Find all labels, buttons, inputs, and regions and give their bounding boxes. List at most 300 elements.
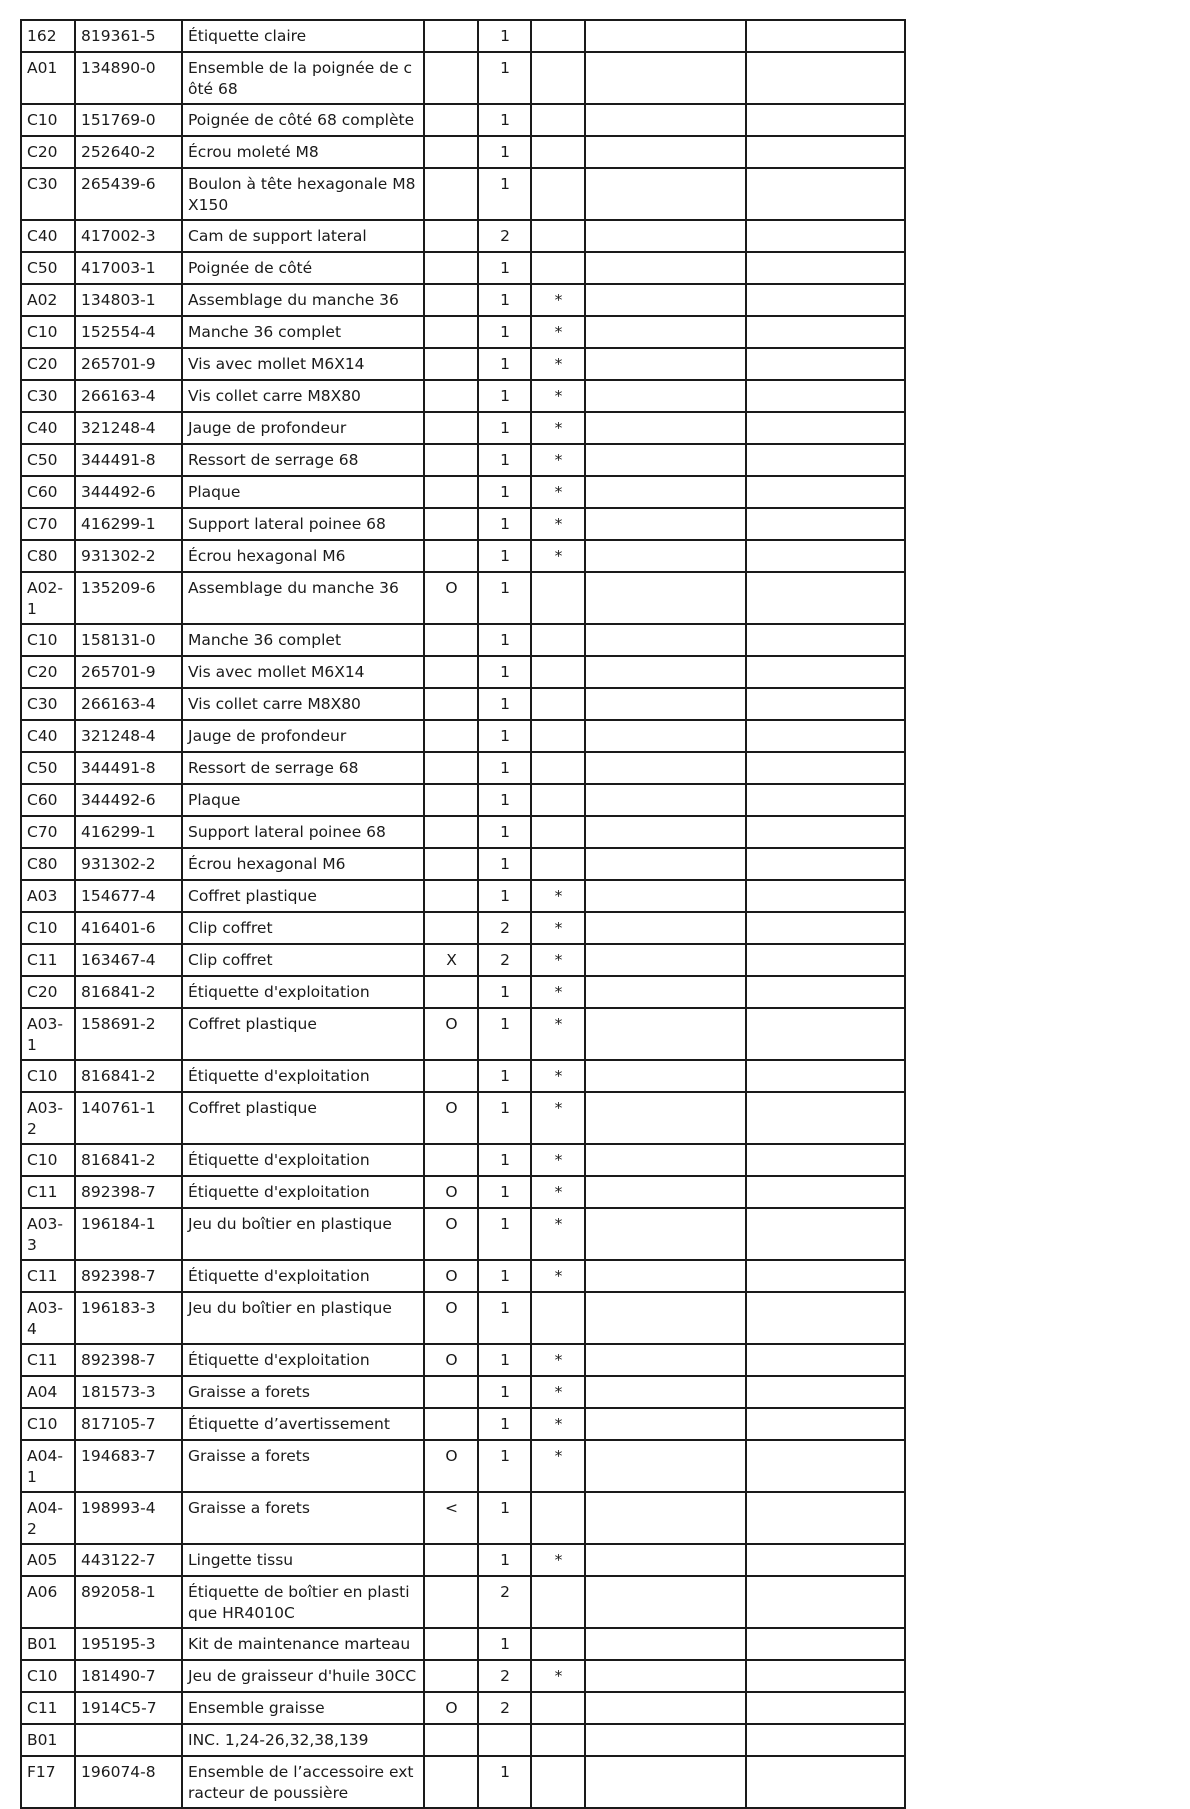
item-number-cell: C10 [21, 1660, 75, 1692]
blank-cell [746, 752, 905, 784]
table-row [21, 1092, 905, 1144]
blank-cell [585, 624, 746, 656]
part-number-cell: 416299-1 [75, 816, 182, 848]
flag-cell: * [531, 1144, 585, 1176]
table-row [21, 720, 905, 752]
description-cell: Jauge de profondeur [182, 412, 424, 444]
note-cell [424, 784, 478, 816]
note-cell: O [424, 1440, 478, 1492]
note-cell [424, 476, 478, 508]
blank-cell [746, 1660, 905, 1692]
item-number-cell: C10 [21, 104, 75, 136]
table-row [21, 1260, 905, 1292]
quantity-cell: 1 [478, 348, 531, 380]
quantity-cell: 1 [478, 1176, 531, 1208]
description-cell: Étiquette d'exploitation [182, 1060, 424, 1092]
flag-cell: * [531, 508, 585, 540]
blank-cell [746, 1176, 905, 1208]
blank-cell [585, 168, 746, 220]
quantity-cell: 1 [478, 1492, 531, 1544]
blank-cell [746, 1544, 905, 1576]
item-number-cell: C50 [21, 252, 75, 284]
flag-cell: * [531, 284, 585, 316]
table-row [21, 252, 905, 284]
blank-cell [585, 1344, 746, 1376]
blank-cell [746, 720, 905, 752]
note-cell [424, 1376, 478, 1408]
part-number-cell: 417002-3 [75, 220, 182, 252]
table-row [21, 1440, 905, 1492]
description-cell: Manche 36 complet [182, 316, 424, 348]
item-number-cell: C60 [21, 784, 75, 816]
blank-cell [585, 848, 746, 880]
table-row [21, 656, 905, 688]
blank-cell [746, 252, 905, 284]
table-row [21, 1724, 905, 1756]
blank-cell [585, 752, 746, 784]
flag-cell: * [531, 1408, 585, 1440]
blank-cell [746, 976, 905, 1008]
part-number-cell: 265439-6 [75, 168, 182, 220]
description-cell: Coffret plastique [182, 880, 424, 912]
note-cell: O [424, 1208, 478, 1260]
item-number-cell: B01 [21, 1724, 75, 1756]
blank-cell [746, 1408, 905, 1440]
description-cell: Support lateral poinee 68 [182, 508, 424, 540]
item-number-cell: A04-2 [21, 1492, 75, 1544]
item-number-cell: C10 [21, 624, 75, 656]
description-cell: Vis collet carre M8X80 [182, 380, 424, 412]
description-cell: Étiquette de boîtier en plastique HR4010C [182, 1576, 424, 1628]
blank-cell [746, 1724, 905, 1756]
description-cell: Vis collet carre M8X80 [182, 688, 424, 720]
part-number-cell: 163467-4 [75, 944, 182, 976]
blank-cell [746, 688, 905, 720]
table-row [21, 136, 905, 168]
quantity-cell [478, 1724, 531, 1756]
quantity-cell: 1 [478, 784, 531, 816]
blank-cell [746, 880, 905, 912]
description-cell: Kit de maintenance marteau [182, 1628, 424, 1660]
note-cell [424, 220, 478, 252]
flag-cell: * [531, 476, 585, 508]
note-cell [424, 1660, 478, 1692]
blank-cell [746, 20, 905, 52]
flag-cell [531, 1492, 585, 1544]
blank-cell [585, 52, 746, 104]
blank-cell [746, 380, 905, 412]
item-number-cell: C20 [21, 656, 75, 688]
blank-cell [585, 1092, 746, 1144]
table-row [21, 1492, 905, 1544]
blank-cell [746, 444, 905, 476]
table-row [21, 168, 905, 220]
quantity-cell: 1 [478, 976, 531, 1008]
part-number-cell: 344491-8 [75, 444, 182, 476]
item-number-cell: A02-1 [21, 572, 75, 624]
note-cell: O [424, 1692, 478, 1724]
blank-cell [585, 540, 746, 572]
blank-cell [746, 1492, 905, 1544]
blank-cell [585, 1660, 746, 1692]
part-number-cell: 195195-3 [75, 1628, 182, 1660]
flag-cell: * [531, 1060, 585, 1092]
item-number-cell: F17 [21, 1756, 75, 1808]
quantity-cell: 2 [478, 944, 531, 976]
blank-cell [746, 624, 905, 656]
blank-cell [585, 1144, 746, 1176]
table-row [21, 412, 905, 444]
note-cell: O [424, 572, 478, 624]
flag-cell [531, 656, 585, 688]
item-number-cell: C10 [21, 1144, 75, 1176]
table-row [21, 1176, 905, 1208]
description-cell: Jauge de profondeur [182, 720, 424, 752]
note-cell [424, 720, 478, 752]
blank-cell [585, 1408, 746, 1440]
blank-cell [746, 136, 905, 168]
item-number-cell: C30 [21, 168, 75, 220]
part-number-cell: 416401-6 [75, 912, 182, 944]
flag-cell [531, 784, 585, 816]
table-row [21, 976, 905, 1008]
blank-cell [585, 572, 746, 624]
part-number-cell [75, 1724, 182, 1756]
blank-cell [585, 476, 746, 508]
description-cell: Poignée de côté 68 complète [182, 104, 424, 136]
table-row [21, 1144, 905, 1176]
note-cell: O [424, 1176, 478, 1208]
item-number-cell: A06 [21, 1576, 75, 1628]
part-number-cell: 196074-8 [75, 1756, 182, 1808]
blank-cell [746, 508, 905, 540]
item-number-cell: C20 [21, 976, 75, 1008]
quantity-cell: 1 [478, 656, 531, 688]
blank-cell [746, 1440, 905, 1492]
table-row [21, 1408, 905, 1440]
blank-cell [746, 784, 905, 816]
table-row [21, 624, 905, 656]
note-cell [424, 688, 478, 720]
item-number-cell: C10 [21, 1060, 75, 1092]
part-number-cell: 344491-8 [75, 752, 182, 784]
blank-cell [746, 348, 905, 380]
flag-cell [531, 52, 585, 104]
blank-cell [585, 816, 746, 848]
blank-cell [746, 476, 905, 508]
note-cell [424, 912, 478, 944]
description-cell: Ressort de serrage 68 [182, 752, 424, 784]
description-cell: Boulon à tête hexagonale M8X150 [182, 168, 424, 220]
table-row [21, 944, 905, 976]
table-row [21, 20, 905, 52]
quantity-cell: 1 [478, 444, 531, 476]
item-number-cell: C40 [21, 720, 75, 752]
flag-cell: * [531, 1376, 585, 1408]
table-row [21, 508, 905, 540]
quantity-cell: 1 [478, 1756, 531, 1808]
quantity-cell: 1 [478, 688, 531, 720]
flag-cell [531, 1756, 585, 1808]
part-number-cell: 158131-0 [75, 624, 182, 656]
item-number-cell: C20 [21, 348, 75, 380]
note-cell [424, 1628, 478, 1660]
blank-cell [585, 944, 746, 976]
part-number-cell: 1914C5-7 [75, 1692, 182, 1724]
flag-cell [531, 688, 585, 720]
part-number-cell: 135209-6 [75, 572, 182, 624]
quantity-cell: 1 [478, 1344, 531, 1376]
quantity-cell: 1 [478, 1292, 531, 1344]
quantity-cell: 1 [478, 1544, 531, 1576]
blank-cell [585, 976, 746, 1008]
quantity-cell: 2 [478, 1576, 531, 1628]
flag-cell [531, 1724, 585, 1756]
flag-cell: * [531, 1008, 585, 1060]
note-cell [424, 1544, 478, 1576]
blank-cell [746, 912, 905, 944]
blank-cell [746, 1756, 905, 1808]
item-number-cell: C40 [21, 412, 75, 444]
quantity-cell: 1 [478, 1376, 531, 1408]
note-cell [424, 848, 478, 880]
table-row [21, 816, 905, 848]
description-cell: Écrou hexagonal M6 [182, 848, 424, 880]
blank-cell [746, 944, 905, 976]
flag-cell: * [531, 1344, 585, 1376]
part-number-cell: 252640-2 [75, 136, 182, 168]
table-row [21, 52, 905, 104]
note-cell: O [424, 1292, 478, 1344]
description-cell: Assemblage du manche 36 [182, 572, 424, 624]
flag-cell [531, 104, 585, 136]
part-number-cell: 321248-4 [75, 412, 182, 444]
item-number-cell: A04 [21, 1376, 75, 1408]
blank-cell [585, 912, 746, 944]
description-cell: Poignée de côté [182, 252, 424, 284]
quantity-cell: 1 [478, 380, 531, 412]
quantity-cell: 1 [478, 20, 531, 52]
description-cell: Plaque [182, 476, 424, 508]
table-row [21, 572, 905, 624]
description-cell: Coffret plastique [182, 1008, 424, 1060]
blank-cell [585, 20, 746, 52]
item-number-cell: C20 [21, 136, 75, 168]
part-number-cell: 417003-1 [75, 252, 182, 284]
quantity-cell: 1 [478, 1408, 531, 1440]
blank-cell [585, 348, 746, 380]
table-row [21, 220, 905, 252]
item-number-cell: 162 [21, 20, 75, 52]
blank-cell [746, 104, 905, 136]
part-number-cell: 819361-5 [75, 20, 182, 52]
note-cell [424, 880, 478, 912]
blank-cell [585, 688, 746, 720]
blank-cell [585, 252, 746, 284]
table-row [21, 284, 905, 316]
quantity-cell: 1 [478, 848, 531, 880]
flag-cell: * [531, 412, 585, 444]
quantity-cell: 1 [478, 540, 531, 572]
note-cell [424, 508, 478, 540]
quantity-cell: 1 [478, 1628, 531, 1660]
flag-cell: * [531, 348, 585, 380]
blank-cell [746, 848, 905, 880]
blank-cell [746, 316, 905, 348]
item-number-cell: C10 [21, 1408, 75, 1440]
item-number-cell: C11 [21, 944, 75, 976]
flag-cell [531, 220, 585, 252]
blank-cell [746, 656, 905, 688]
description-cell: Coffret plastique [182, 1092, 424, 1144]
note-cell [424, 752, 478, 784]
quantity-cell: 1 [478, 316, 531, 348]
description-cell: Jeu du boîtier en plastique [182, 1292, 424, 1344]
description-cell: Graisse a forets [182, 1492, 424, 1544]
part-number-cell: 816841-2 [75, 1144, 182, 1176]
item-number-cell: C11 [21, 1692, 75, 1724]
flag-cell: * [531, 944, 585, 976]
item-number-cell: C80 [21, 848, 75, 880]
item-number-cell: A01 [21, 52, 75, 104]
description-cell: Étiquette claire [182, 20, 424, 52]
parts-list-page [20, 19, 906, 1809]
flag-cell [531, 1292, 585, 1344]
blank-cell [746, 220, 905, 252]
quantity-cell: 1 [478, 752, 531, 784]
blank-cell [746, 1208, 905, 1260]
item-number-cell: A05 [21, 1544, 75, 1576]
flag-cell [531, 848, 585, 880]
blank-cell [746, 412, 905, 444]
part-number-cell: 321248-4 [75, 720, 182, 752]
note-cell [424, 380, 478, 412]
table-row [21, 476, 905, 508]
part-number-cell: 892058-1 [75, 1576, 182, 1628]
blank-cell [746, 168, 905, 220]
blank-cell [585, 784, 746, 816]
table-row [21, 1292, 905, 1344]
flag-cell [531, 136, 585, 168]
item-number-cell: A03-4 [21, 1292, 75, 1344]
flag-cell [531, 816, 585, 848]
note-cell: O [424, 1008, 478, 1060]
table-row [21, 316, 905, 348]
note-cell [424, 284, 478, 316]
part-number-cell: 134890-0 [75, 52, 182, 104]
note-cell [424, 1576, 478, 1628]
note-cell [424, 656, 478, 688]
parts-table-body [21, 20, 905, 1808]
quantity-cell: 1 [478, 1008, 531, 1060]
table-row [21, 444, 905, 476]
table-row [21, 1692, 905, 1724]
note-cell [424, 252, 478, 284]
blank-cell [585, 316, 746, 348]
blank-cell [746, 1292, 905, 1344]
flag-cell [531, 720, 585, 752]
table-row [21, 1008, 905, 1060]
flag-cell: * [531, 880, 585, 912]
blank-cell [746, 1692, 905, 1724]
note-cell [424, 1144, 478, 1176]
quantity-cell: 2 [478, 1660, 531, 1692]
blank-cell [585, 1208, 746, 1260]
flag-cell [531, 20, 585, 52]
item-number-cell: C11 [21, 1344, 75, 1376]
part-number-cell: 892398-7 [75, 1260, 182, 1292]
blank-cell [585, 1060, 746, 1092]
note-cell [424, 540, 478, 572]
item-number-cell: C10 [21, 912, 75, 944]
item-number-cell: C10 [21, 316, 75, 348]
flag-cell: * [531, 1260, 585, 1292]
quantity-cell: 1 [478, 476, 531, 508]
description-cell: Assemblage du manche 36 [182, 284, 424, 316]
table-row [21, 380, 905, 412]
quantity-cell: 1 [478, 252, 531, 284]
blank-cell [585, 104, 746, 136]
table-row [21, 784, 905, 816]
blank-cell [746, 284, 905, 316]
table-row [21, 912, 905, 944]
item-number-cell: A03 [21, 880, 75, 912]
flag-cell: * [531, 1440, 585, 1492]
item-number-cell: C70 [21, 508, 75, 540]
blank-cell [746, 816, 905, 848]
table-row [21, 1660, 905, 1692]
note-cell [424, 104, 478, 136]
description-cell: Étiquette d’avertissement [182, 1408, 424, 1440]
blank-cell [585, 220, 746, 252]
item-number-cell: A03-2 [21, 1092, 75, 1144]
description-cell: Lingette tissu [182, 1544, 424, 1576]
flag-cell: * [531, 1660, 585, 1692]
quantity-cell: 1 [478, 624, 531, 656]
blank-cell [585, 1724, 746, 1756]
flag-cell [531, 752, 585, 784]
blank-cell [585, 1756, 746, 1808]
blank-cell [746, 572, 905, 624]
description-cell: Ensemble graisse [182, 1692, 424, 1724]
part-number-cell: 158691-2 [75, 1008, 182, 1060]
item-number-cell: C40 [21, 220, 75, 252]
quantity-cell: 1 [478, 1440, 531, 1492]
part-number-cell: 266163-4 [75, 688, 182, 720]
note-cell [424, 136, 478, 168]
flag-cell: * [531, 1208, 585, 1260]
note-cell [424, 20, 478, 52]
table-row [21, 1544, 905, 1576]
blank-cell [585, 136, 746, 168]
quantity-cell: 1 [478, 1092, 531, 1144]
blank-cell [585, 1492, 746, 1544]
item-number-cell: C11 [21, 1176, 75, 1208]
blank-cell [746, 1092, 905, 1144]
flag-cell [531, 252, 585, 284]
blank-cell [746, 1144, 905, 1176]
description-cell: Écrou moleté M8 [182, 136, 424, 168]
description-cell: Étiquette d'exploitation [182, 1344, 424, 1376]
description-cell: Graisse a forets [182, 1376, 424, 1408]
quantity-cell: 1 [478, 1060, 531, 1092]
description-cell: Graisse a forets [182, 1440, 424, 1492]
note-cell [424, 1724, 478, 1756]
description-cell: Jeu du boîtier en plastique [182, 1208, 424, 1260]
part-number-cell: 181573-3 [75, 1376, 182, 1408]
note-cell: X [424, 944, 478, 976]
blank-cell [585, 880, 746, 912]
